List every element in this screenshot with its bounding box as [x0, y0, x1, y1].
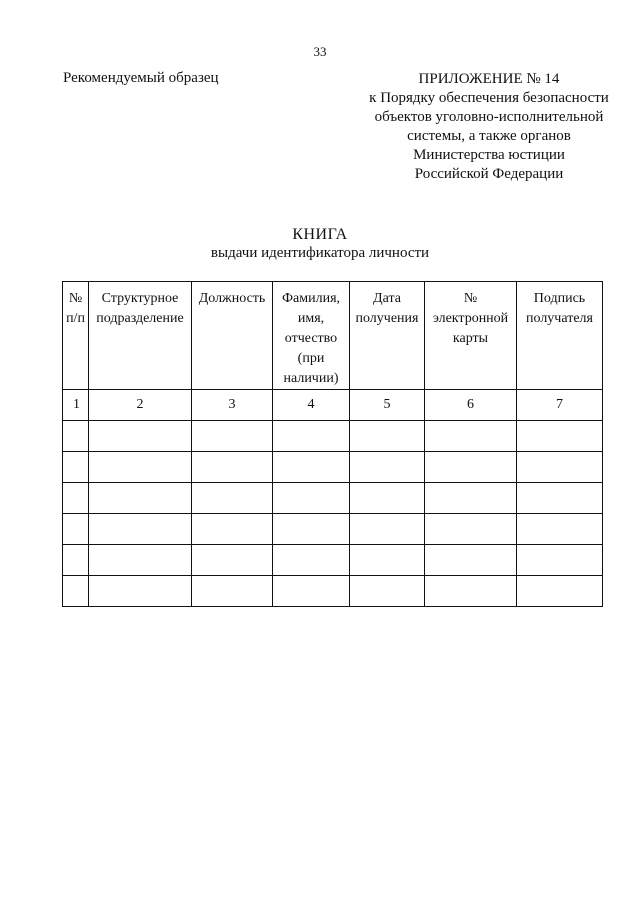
header-text-line: Дата	[373, 291, 401, 306]
table-cell	[89, 576, 192, 607]
sample-label: Рекомендуемый образец	[63, 70, 219, 86]
column-number-cell: 7	[517, 390, 603, 421]
table-cell	[89, 483, 192, 514]
appendix-line: Российской Федерации	[414, 166, 564, 182]
header-row-number	[63, 282, 89, 390]
header-text-line: имя,	[297, 311, 325, 326]
header-text-line: Структурное	[101, 291, 179, 306]
header-text-line: электронной	[432, 311, 509, 326]
table-cell	[517, 421, 603, 452]
column-number-cell: 6	[425, 390, 517, 421]
table-cell	[517, 514, 603, 545]
table-cell	[63, 483, 89, 514]
header-text-line: Фамилия,	[281, 291, 341, 306]
appendix-line: Министерства юстиции	[413, 147, 565, 163]
table-cell	[273, 514, 350, 545]
header-text-line: получения	[355, 311, 419, 326]
table-cell	[273, 545, 350, 576]
header-structural-unit	[89, 282, 192, 390]
header-text-line: наличии)	[283, 371, 339, 386]
table-cell	[425, 576, 517, 607]
table-cell	[89, 514, 192, 545]
header-text-line: №	[68, 291, 83, 306]
appendix-block	[354, 70, 624, 184]
table-cell	[192, 421, 273, 452]
header-date-received	[350, 282, 425, 390]
table-cell	[63, 421, 89, 452]
table-cell	[517, 576, 603, 607]
header-text-line: Подпись	[533, 291, 586, 306]
column-number-cell: 3	[192, 390, 273, 421]
column-number-cell: 2	[89, 390, 192, 421]
table-cell	[63, 576, 89, 607]
page-number: 33	[313, 44, 327, 59]
table-cell	[63, 545, 89, 576]
header-card-number	[425, 282, 517, 390]
table-row	[63, 514, 603, 545]
table-cell	[517, 452, 603, 483]
header-text-line: отчество	[284, 331, 338, 346]
table-cell	[350, 483, 425, 514]
header-recipient-signature	[517, 282, 603, 390]
header-position	[192, 282, 273, 390]
table-cell	[425, 452, 517, 483]
table-cell	[192, 576, 273, 607]
appendix-line: к Порядку обеспечения безопасности	[369, 90, 609, 106]
table-cell	[192, 514, 273, 545]
table-cell	[192, 483, 273, 514]
table-cell	[425, 514, 517, 545]
header-text-line: №	[463, 291, 478, 306]
table-cell	[89, 545, 192, 576]
table-cell	[425, 545, 517, 576]
table-row	[63, 576, 603, 607]
header-text-line: п/п	[66, 311, 85, 326]
table-cell	[63, 452, 89, 483]
header-text-line: Должность	[198, 291, 266, 306]
column-number-cell: 5	[350, 390, 425, 421]
table-cell	[273, 452, 350, 483]
table-cell	[517, 483, 603, 514]
table-row	[63, 421, 603, 452]
column-number-row	[63, 390, 603, 421]
table-cell	[192, 545, 273, 576]
column-number-cell: 1	[63, 390, 89, 421]
table-cell	[63, 514, 89, 545]
table-cell	[350, 514, 425, 545]
table-cell	[273, 576, 350, 607]
table-cell	[425, 483, 517, 514]
header-text-line: подразделение	[96, 311, 184, 326]
header-text-line: карты	[452, 331, 489, 346]
table-cell	[192, 452, 273, 483]
header-text-line: (при	[297, 351, 325, 366]
table-cell	[350, 545, 425, 576]
table-cell	[273, 421, 350, 452]
table-cell	[89, 452, 192, 483]
table-cell	[425, 421, 517, 452]
table-row	[63, 452, 603, 483]
table-cell	[273, 483, 350, 514]
appendix-line: объектов уголовно-исполнительной	[374, 109, 604, 125]
register-table	[62, 281, 603, 607]
header-text-line: получателя	[526, 311, 593, 326]
appendix-heading: ПРИЛОЖЕНИЕ № 14	[418, 71, 560, 87]
document-subtitle: выдачи идентификатора личности	[210, 245, 430, 261]
document-title: КНИГА	[292, 226, 348, 243]
table-cell	[350, 576, 425, 607]
column-number-cell: 4	[273, 390, 350, 421]
header-row	[63, 282, 603, 390]
header-full-name	[273, 282, 350, 390]
table-row	[63, 483, 603, 514]
table-cell	[350, 452, 425, 483]
appendix-line: системы, а также органов	[407, 128, 571, 144]
table-row	[63, 545, 603, 576]
table-cell	[350, 421, 425, 452]
table-cell	[89, 421, 192, 452]
table-cell	[517, 545, 603, 576]
